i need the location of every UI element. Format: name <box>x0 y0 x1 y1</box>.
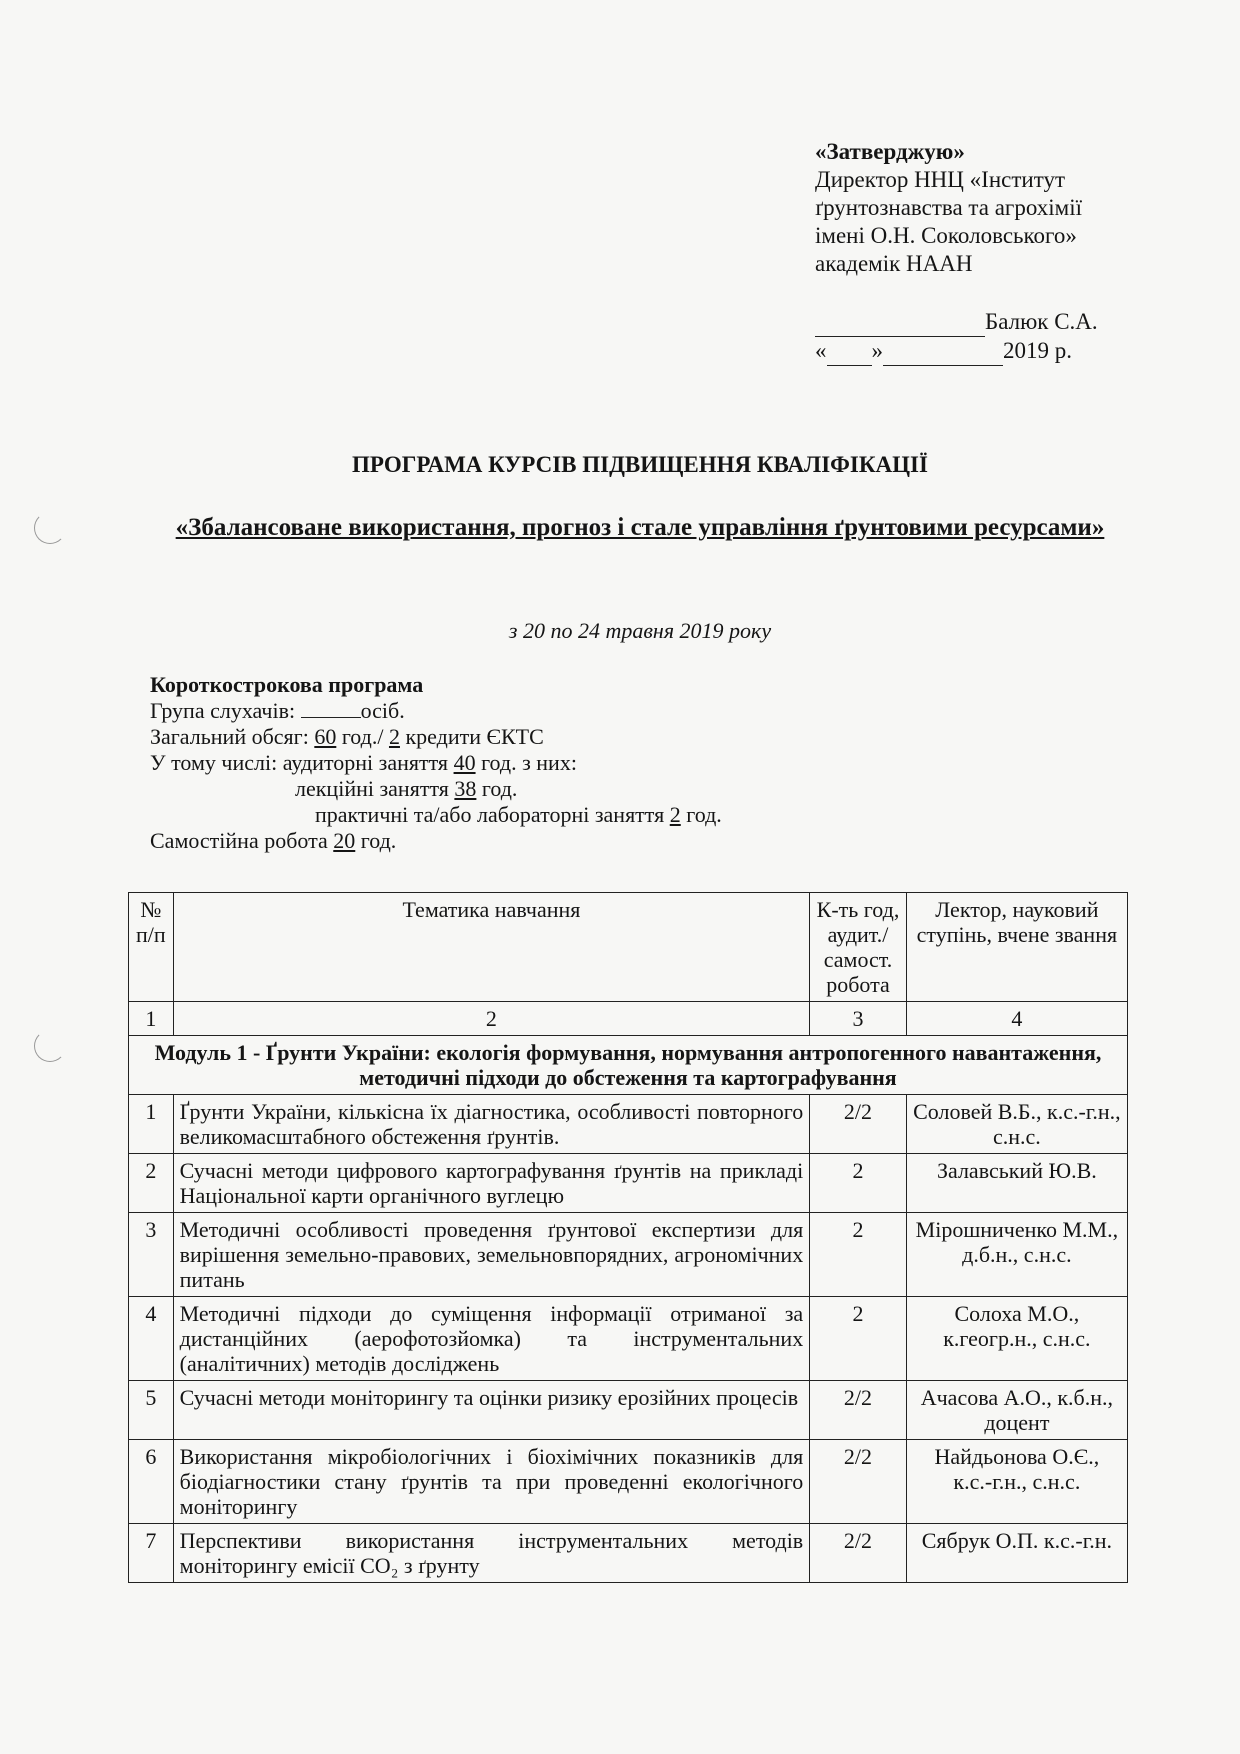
lecture-label: лекційні заняття <box>295 776 449 801</box>
punch-hole <box>34 512 66 544</box>
program-title: ПРОГРАМА КУРСІВ ПІДВИЩЕННЯ КВАЛІФІКАЦІЇ <box>352 452 928 477</box>
date-line <box>815 337 1098 366</box>
program-heading: Короткострокова програма <box>150 672 424 697</box>
approval-line: академік НААН <box>815 251 973 276</box>
row-num: 6 <box>129 1440 174 1524</box>
approval-block <box>815 138 1098 366</box>
signature-line <box>815 308 1098 337</box>
practice-label: практичні та/або лабораторні заняття <box>315 802 665 827</box>
total-hours-unit: год./ <box>341 724 384 749</box>
date-year: 2019 р. <box>1003 338 1072 363</box>
program-summary <box>150 672 722 854</box>
signature-name: Балюк С.А. <box>985 309 1098 334</box>
row-topic: Перспективи використання інструментальних методів моніторингу емісії CO₂ з ґрунту <box>173 1524 810 1583</box>
total-hours: 60 <box>314 724 337 749</box>
header-hours: К-ть год, аудит./ самост. робота <box>810 893 907 1002</box>
table-row <box>129 1297 1128 1381</box>
row-hours: 2 <box>810 1297 907 1381</box>
day-blank <box>827 337 872 366</box>
row-num: 7 <box>129 1524 174 1583</box>
row-num: 4 <box>129 1297 174 1381</box>
self-study-hours: 20 <box>333 828 356 853</box>
practice-line <box>150 802 722 828</box>
group-label: Група слухачів: <box>150 698 296 723</box>
row-topic: Методичні особливості проведення ґрунтової експертизи для вирішення земельно-правових, земельновпорядних, агрономічних питань <box>173 1213 810 1297</box>
column-number: 2 <box>173 1002 810 1036</box>
header-topic: Тематика навчання <box>173 893 810 1002</box>
table-row <box>129 1381 1128 1440</box>
module-row <box>129 1036 1128 1095</box>
module-title: Модуль 1 - Ґрунти України: екологія формування, нормування антропогенного навантаження, методичні підходи до обстеження та картографування <box>129 1036 1128 1095</box>
header-num: № п/п <box>129 893 174 1002</box>
table-row <box>129 1440 1128 1524</box>
row-lecturer: Найдьонова О.Є., к.с.-г.н., с.н.с. <box>906 1440 1127 1524</box>
group-unit: осіб. <box>360 698 405 723</box>
row-topic: Використання мікробіологічних і біохімічних показників для біодіагностики стану ґрунтів та при проведенні екологічного моніторингу <box>173 1440 810 1524</box>
row-lecturer: Мірошниченко М.М., д.б.н., с.н.с. <box>906 1213 1127 1297</box>
row-num: 3 <box>129 1213 174 1297</box>
lecture-hours: 38 <box>454 776 477 801</box>
row-topic: Сучасні методи моніторингу та оцінки ризику ерозійних процесів <box>173 1381 810 1440</box>
row-topic: Сучасні методи цифрового картографування ґрунтів на прикладі Національної карти органічного вуглецю <box>173 1154 810 1213</box>
row-num: 2 <box>129 1154 174 1213</box>
total-label: Загальний обсяг: <box>150 724 309 749</box>
group-line <box>150 698 722 724</box>
quote-close: » <box>871 338 883 363</box>
credits: 2 <box>388 724 400 749</box>
column-number: 4 <box>906 1002 1127 1036</box>
row-lecturer: Ачасова А.О., к.б.н., доцент <box>906 1381 1127 1440</box>
approval-line: ґрунтознавства та агрохімії <box>815 195 1083 220</box>
row-topic: Методичні підходи до суміщення інформації отриманої за дистанційних (аерофотозйомка) та інструментальних (аналітичних) методів досліджень <box>173 1297 810 1381</box>
auditorium-unit: год. з них: <box>481 750 577 775</box>
lecture-line <box>150 776 722 802</box>
row-num: 1 <box>129 1095 174 1154</box>
column-number: 1 <box>129 1002 174 1036</box>
punch-hole <box>34 1030 66 1062</box>
table-header-row <box>129 893 1128 1002</box>
row-hours: 2/2 <box>810 1440 907 1524</box>
column-number: 3 <box>810 1002 907 1036</box>
row-num: 5 <box>129 1381 174 1440</box>
quote-open: « <box>815 338 827 363</box>
auditorium-label: У тому числі: аудиторні заняття <box>150 750 449 775</box>
self-study-label: Самостійна робота <box>150 828 328 853</box>
row-topic: Ґрунти України, кількісна їх діагностика, особливості повторного великомасштабного обстеження ґрунтів. <box>173 1095 810 1154</box>
auditorium-line <box>150 750 722 776</box>
month-blank <box>883 337 1003 366</box>
row-lecturer: Солоха М.О., к.геогр.н., с.н.с. <box>906 1297 1127 1381</box>
table-row <box>129 1095 1128 1154</box>
practice-unit: год. <box>686 802 722 827</box>
approval-heading: «Затверджую» <box>815 139 965 164</box>
self-study-line <box>150 828 722 854</box>
auditorium-hours: 40 <box>453 750 476 775</box>
row-hours: 2 <box>810 1213 907 1297</box>
row-lecturer: Залавський Ю.В. <box>906 1154 1127 1213</box>
header-lecturer: Лектор, науковий ступінь, вчене звання <box>906 893 1127 1002</box>
row-lecturer: Соловей В.Б., к.с.-г.н., с.н.с. <box>906 1095 1127 1154</box>
approval-line: імені О.Н. Соколовського» <box>815 223 1077 248</box>
curriculum-table <box>128 892 1128 1583</box>
self-study-unit: год. <box>360 828 397 853</box>
row-hours: 2 <box>810 1154 907 1213</box>
table-row <box>129 1154 1128 1213</box>
table-row <box>129 1524 1128 1583</box>
total-line <box>150 724 722 750</box>
approval-line: Директор ННЦ «Інститут <box>815 167 1065 192</box>
practice-hours: 2 <box>669 802 681 827</box>
group-blank <box>301 699 361 718</box>
signature-blank <box>815 308 985 337</box>
row-hours: 2/2 <box>810 1095 907 1154</box>
row-hours: 2/2 <box>810 1524 907 1583</box>
course-dates: з 20 по 24 травня 2019 року <box>508 618 772 643</box>
credits-unit: кредити ЄКТС <box>405 724 544 749</box>
row-lecturer: Сябрук О.П. к.с.-г.н. <box>906 1524 1127 1583</box>
table-row <box>129 1213 1128 1297</box>
lecture-unit: год. <box>481 776 518 801</box>
row-hours: 2/2 <box>810 1381 907 1440</box>
course-title: «Збалансоване використання, прогноз і стале управління ґрунтовими ресурсами» <box>175 514 1105 541</box>
column-number-row <box>129 1002 1128 1036</box>
